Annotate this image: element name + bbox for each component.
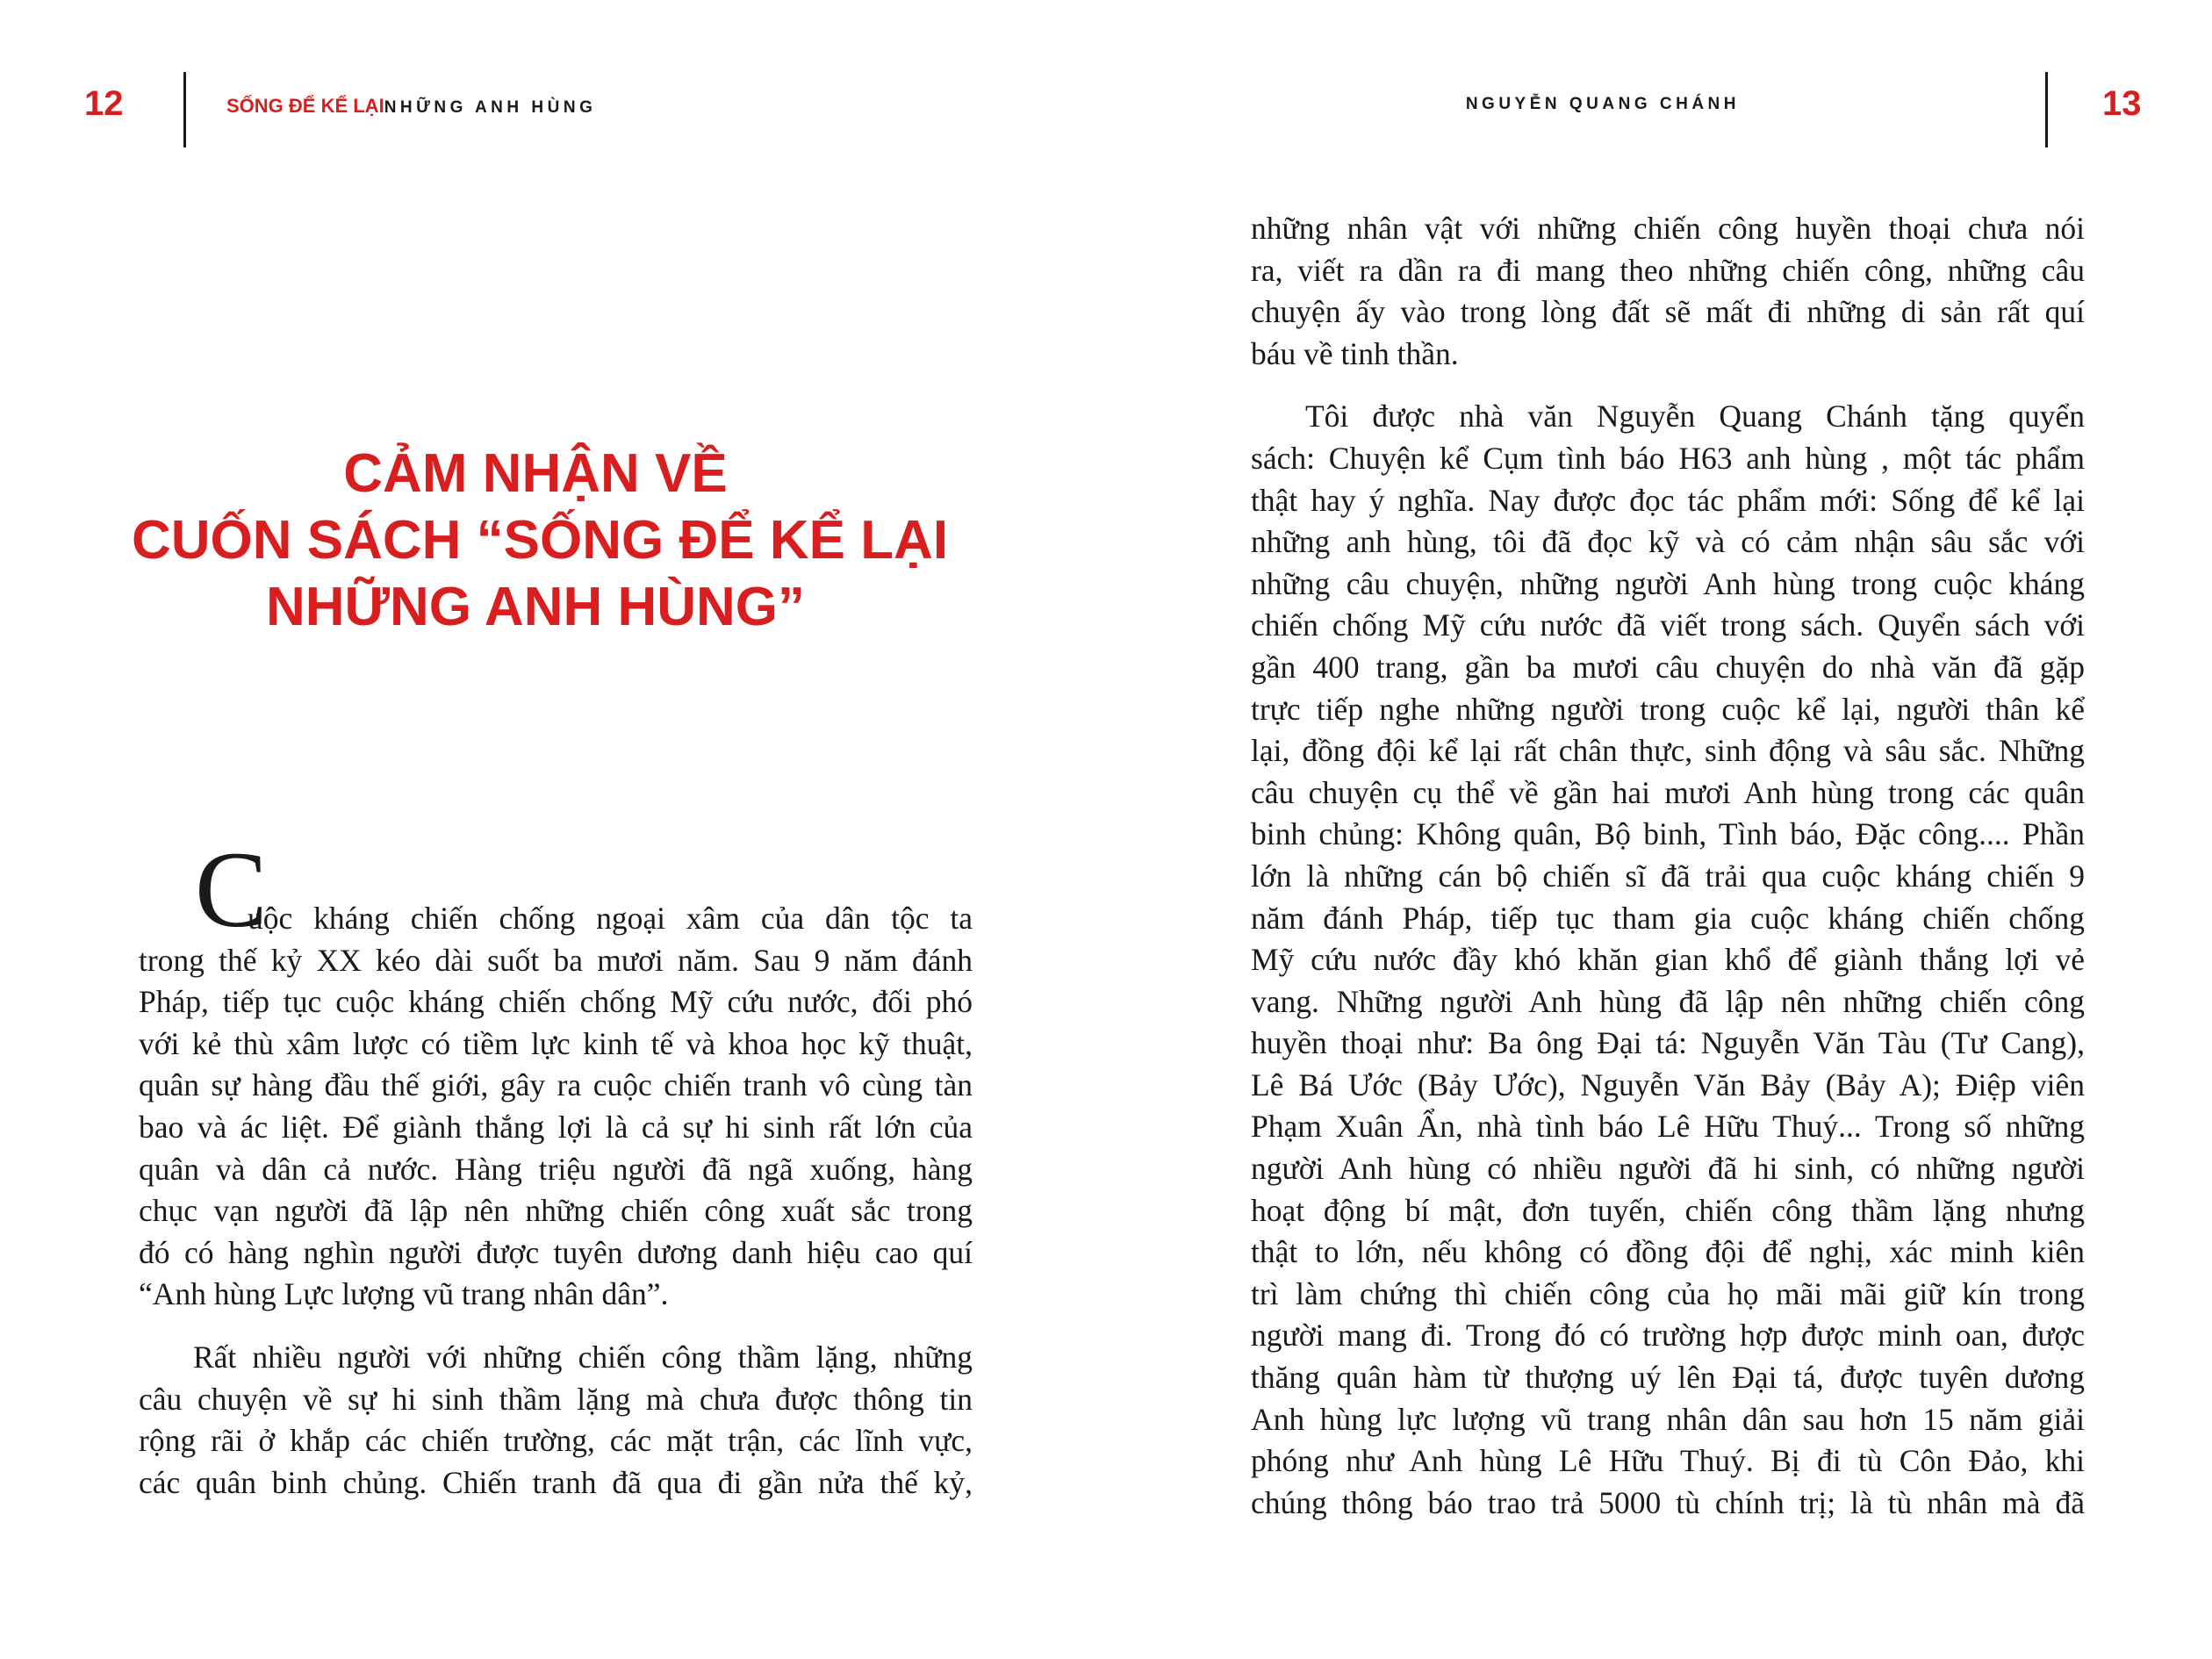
text-line: Phạm Xuân Ẩn, nhà tình báo Lê Hữu Thuý... Trong số những <box>1251 1109 2085 1145</box>
chapter-title-line: CẢM NHẬN VỀ <box>343 443 728 504</box>
text-line: lại, đồng đội kể lại rất chân thực, sinh động và sâu sắc. Những <box>1251 733 2085 769</box>
chapter-title-line: CUỐN SÁCH “SỐNG ĐỂ KỂ LẠI <box>132 510 949 571</box>
text-line: thật hay ý nghĩa. Nay được đọc tác phẩm mới: Sống để kể lại <box>1251 482 2085 518</box>
text-line: “Anh hùng Lực lượng vũ trang nhân dân”. <box>139 1276 669 1312</box>
text-line: người Anh hùng có nhiều người đã hi sinh, có những người <box>1251 1151 2085 1187</box>
text-line: chúng thông báo trao trả 5000 tù chính trị; là tù nhân mà đã <box>1251 1484 2085 1520</box>
running-head-right <box>1466 95 1740 114</box>
chapter-title-line: NHỮNG ANH HÙNG” <box>265 577 805 637</box>
text-line: câu chuyện cụ thể về gần hai mươi Anh hùng trong các quân <box>1251 774 2085 810</box>
text-line: chuyện ấy vào trong lòng đất sẽ mất đi những di sản rất quí <box>1251 294 2085 330</box>
chapter-title <box>132 441 949 641</box>
drop-cap: C <box>195 830 268 950</box>
text-line: uộc kháng chiến chống ngoại xâm của dân tộc ta <box>248 901 973 936</box>
text-line: thật to lớn, nếu không có đồng đội để nghị, xác minh kiên <box>1251 1234 2085 1270</box>
text-line: Anh hùng lực lượng vũ trang nhân dân sau hơn 15 năm giải <box>1251 1401 2085 1437</box>
text-line: Tôi được nhà văn Nguyễn Quang Chánh tặng quyển <box>1305 399 2085 434</box>
text-line: Lê Bá Ước (Bảy Ước), Nguyễn Văn Bảy (Bảy A); Điệp viên <box>1251 1066 2085 1102</box>
header-divider-right <box>2045 72 2048 147</box>
body-text-right <box>1251 208 2085 1524</box>
text-line: thăng quân hàm từ thượng uý lên Đại tá, được tuyên dương <box>1251 1360 2085 1396</box>
text-line: trực tiếp nghe những người trong cuộc kể lại, người thân kể <box>1251 691 2085 727</box>
text-line: Pháp, tiếp tục cuộc kháng chiến chống Mỹ cứu nước, đối phó <box>139 984 973 1020</box>
text-line: Mỹ cứu nước đầy khó khăn gian khổ để giành thắng lợi vẻ <box>1251 942 2085 978</box>
text-line: chiến chống Mỹ cứu nước đã viết trong sách. Quyển sách với <box>1251 607 2085 643</box>
text-line: hoạt động bí mật, đơn tuyến, chiến công thầm lặng nhưng <box>1251 1192 2085 1228</box>
right-page <box>1106 0 2212 1659</box>
text-line: đó có hàng nghìn người được tuyên dương danh hiệu cao quí <box>139 1234 973 1270</box>
body-text-left <box>139 898 973 1504</box>
text-line: gần 400 trang, gần ba mươi câu chuyện do nhà văn đã gặp <box>1251 649 2085 685</box>
text-line: Rất nhiều người với những chiến công thầm lặng, những <box>193 1339 973 1375</box>
text-line: trì làm chứng thì chiến công của họ mãi mãi giữ kín trong <box>1251 1275 2085 1311</box>
text-line: sách: Chuyện kể Cụm tình báo H63 anh hùng , một tác phẩm <box>1251 440 2085 476</box>
text-line: năm đánh Pháp, tiếp tục tham gia cuộc kháng chiến chống <box>1251 900 2085 936</box>
text-line: phóng như Anh hùng Lê Hữu Thuý. Bị đi tù Côn Đảo, khi <box>1251 1443 2085 1479</box>
running-head-left <box>226 95 596 118</box>
page-number-right: 13 <box>2102 84 2142 123</box>
text-line: binh chủng: Không quân, Bộ binh, Tình báo, Đặc công.... Phần <box>1251 816 2085 852</box>
text-line: những anh hùng, tôi đã đọc kỹ và có cảm nhận sâu sắc với <box>1251 524 2085 560</box>
text-line: huyền thoại như: Ba ông Đại tá: Nguyễn Văn Tàu (Tư Cang), <box>1251 1025 2085 1061</box>
text-line: những câu chuyện, những người Anh hùng trong cuộc kháng <box>1251 565 2085 601</box>
text-line: ra, viết ra dần ra đi mang theo những chiến công, những câu <box>1251 252 2085 288</box>
text-line: với kẻ thù xâm lược có tiềm lực kinh tế và khoa học kỹ thuật, <box>139 1025 973 1061</box>
text-line: quân và dân cả nước. Hàng triệu người đã ngã xuống, hàng <box>139 1151 973 1187</box>
text-line: trong thế kỷ XX kéo dài suốt ba mươi năm. Sau 9 năm đánh <box>139 942 973 978</box>
running-head-title: SỐNG ĐỂ KỂ LẠI <box>226 95 384 117</box>
header-divider-left <box>183 72 186 147</box>
text-line: các quân binh chủng. Chiến tranh đã qua đi gần nửa thế kỷ, <box>139 1464 973 1500</box>
text-line: quân sự hàng đầu thế giới, gây ra cuộc chiến tranh vô cùng tàn <box>139 1067 973 1103</box>
text-line: những nhân vật với những chiến công huyền thoại chưa nói <box>1251 211 2085 246</box>
text-line: báu về tinh thần. <box>1251 335 1459 371</box>
running-head-subtitle: NHỮNG ANH HÙNG <box>384 98 597 117</box>
running-head-author: NGUYỄN QUANG CHÁNH <box>1465 95 1740 113</box>
text-line: lớn là những cán bộ chiến sĩ đã trải qua cuộc kháng chiến 9 <box>1251 858 2085 894</box>
text-line: vang. Những người Anh hùng đã lập nên những chiến công <box>1251 983 2085 1019</box>
text-line: người mang đi. Trong đó có trường hợp được minh oan, được <box>1251 1318 2085 1354</box>
text-line: chục vạn người đã lập nên những chiến công xuất sắc trong <box>139 1193 973 1229</box>
text-line: bao và ác liệt. Để giành thắng lợi là cả sự hi sinh rất lớn của <box>139 1109 973 1145</box>
text-line: câu chuyện về sự hi sinh thầm lặng mà chưa được thông tin <box>139 1381 973 1417</box>
page-number-left: 12 <box>84 84 124 123</box>
text-line: rộng rãi ở khắp các chiến trường, các mặt trận, các lĩnh vực, <box>139 1423 973 1459</box>
